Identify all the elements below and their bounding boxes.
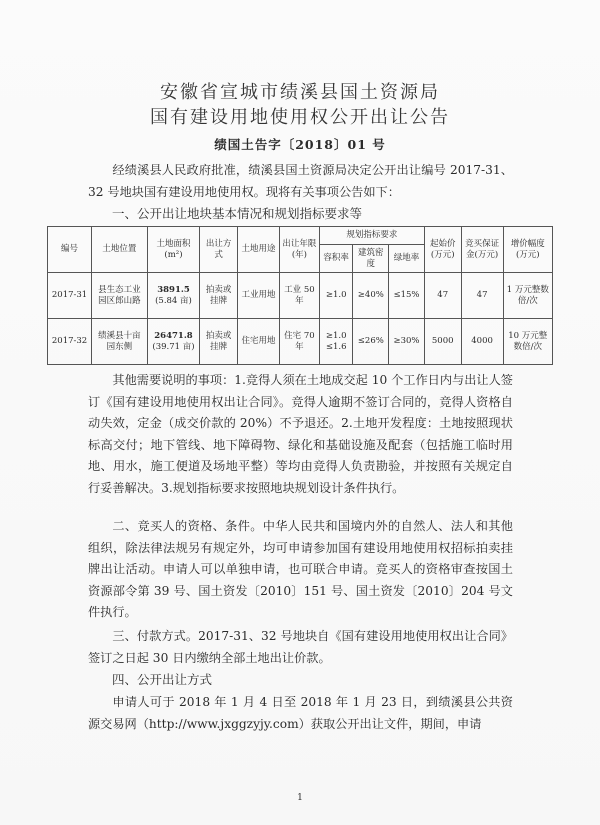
cell-location: 县生态工业园区郎山路 — [92, 273, 148, 319]
header-deposit: 竞买保证金(万元) — [461, 227, 503, 273]
cell-id: 2017-32 — [48, 319, 92, 365]
header-density: 建筑密度 — [353, 245, 389, 273]
cell-far: ≥1.0 ≤1.6 — [319, 319, 353, 365]
header-start-price: 起始价(万元) — [424, 227, 461, 273]
cell-term: 住宅 70 年 — [279, 319, 319, 365]
cell-green: ≥30% — [389, 319, 425, 365]
cell-density: ≤26% — [353, 319, 389, 365]
cell-start-price: 5000 — [424, 319, 461, 365]
header-increment: 增价幅度(万元) — [503, 227, 552, 273]
cell-location: 绩溪县十亩园东侧 — [92, 319, 148, 365]
cell-increment: 10 万元整数倍/次 — [503, 319, 552, 365]
area-value: 26471.8 — [154, 330, 193, 341]
table-row — [48, 319, 553, 365]
cell-method: 拍卖或挂牌 — [200, 319, 238, 365]
cell-use: 住宅用地 — [238, 319, 280, 365]
section1-heading: 一、公开出让地块基本情况和规划指标要求等 — [112, 206, 363, 221]
cell-deposit: 47 — [461, 273, 503, 319]
document-number: 绩国土告字〔2018〕01 号 — [214, 137, 386, 152]
plots-table — [47, 226, 553, 365]
header-green: 绿地率 — [389, 245, 425, 273]
header-planning: 规划指标要求 — [319, 227, 424, 245]
cell-far: ≥1.0 — [319, 273, 353, 319]
issuer-title: 安徽省宣城市绩溪县国土资源局 — [160, 82, 440, 103]
cell-deposit: 4000 — [461, 319, 503, 365]
page-number: 1 — [297, 793, 303, 803]
cell-method: 拍卖或挂牌 — [200, 273, 238, 319]
header-use: 土地用途 — [238, 227, 280, 273]
other-notes-paragraph: 其他需要说明的事项：1.竞得人须在土地成交起 10 个工作日内与出让人签订《国有建设用地使用权出让合同》。竞得人逾期不签订合同的，竞得人资格自动失效，定金（成交价款的 20%）不予退还。2.土地开发程度：土地按照现状标高交付；地下管线、地下障碍物、绿化和基础设施及配套（包括施工临时用地、用水，施工便道及场地平整）等均由竞得人负责勘验，并按照有关规定自行妥善解决。3.规划指标要求按照地块规划设计条件执行。 — [88, 373, 513, 495]
header-method: 出让方式 — [200, 227, 238, 273]
section4-heading: 四、公开出让方式 — [112, 672, 213, 687]
header-term: 出让年限(年) — [279, 227, 319, 273]
cell-area — [147, 273, 199, 319]
cell-term: 工业 50 年 — [279, 273, 319, 319]
header-id: 编号 — [48, 227, 92, 273]
section2-paragraph: 二、竞买人的资格、条件。中华人民共和国境内外的自然人、法人和其他组织，除法律法规另有规定外，均可申请参加国有建设用地使用权招标拍卖挂牌出让活动。申请人可以单独申请，也可联合申请。竞买人的资格审查按国土资源部令第 39 号、国土资发〔2010〕151 号、国土资发〔2010〕204 号文件执行。 — [88, 519, 513, 619]
cell-start-price: 47 — [424, 273, 461, 319]
cell-increment: 1 万元整数倍/次 — [503, 273, 552, 319]
intro-paragraph: 经绩溪县人民政府批准，绩溪县国土资源局决定公开出让编号 2017-31、32 号地块国有建设用地使用权。现将有关事项公告如下： — [88, 163, 513, 199]
cell-green: ≤15% — [389, 273, 425, 319]
cell-density: ≥40% — [353, 273, 389, 319]
cell-area — [147, 319, 199, 365]
area-mu: (5.84 亩) — [155, 295, 192, 306]
table-row — [48, 273, 553, 319]
header-far: 容积率 — [319, 245, 353, 273]
area-mu: (39.71 亩) — [152, 341, 195, 352]
header-location: 土地位置 — [92, 227, 148, 273]
section4-paragraph: 申请人可于 2018 年 1 月 4 日至 2018 年 1 月 23 日，到绩溪县公共资源交易网（http://www.jxggzyjy.com）获取公开出让文件，期间，申请 — [88, 695, 513, 731]
header-area: 土地面积(m²) — [147, 227, 199, 273]
section3-paragraph: 三、付款方式。2017-31、32 号地块自《国有建设用地使用权出让合同》签订之日起 30 日内缴纳全部土地出让价款。 — [88, 629, 513, 665]
announcement-title: 国有建设用地使用权公开出让公告 — [150, 107, 450, 128]
cell-use: 工业用地 — [238, 273, 280, 319]
cell-id: 2017-31 — [48, 273, 92, 319]
area-value: 3891.5 — [157, 284, 190, 295]
